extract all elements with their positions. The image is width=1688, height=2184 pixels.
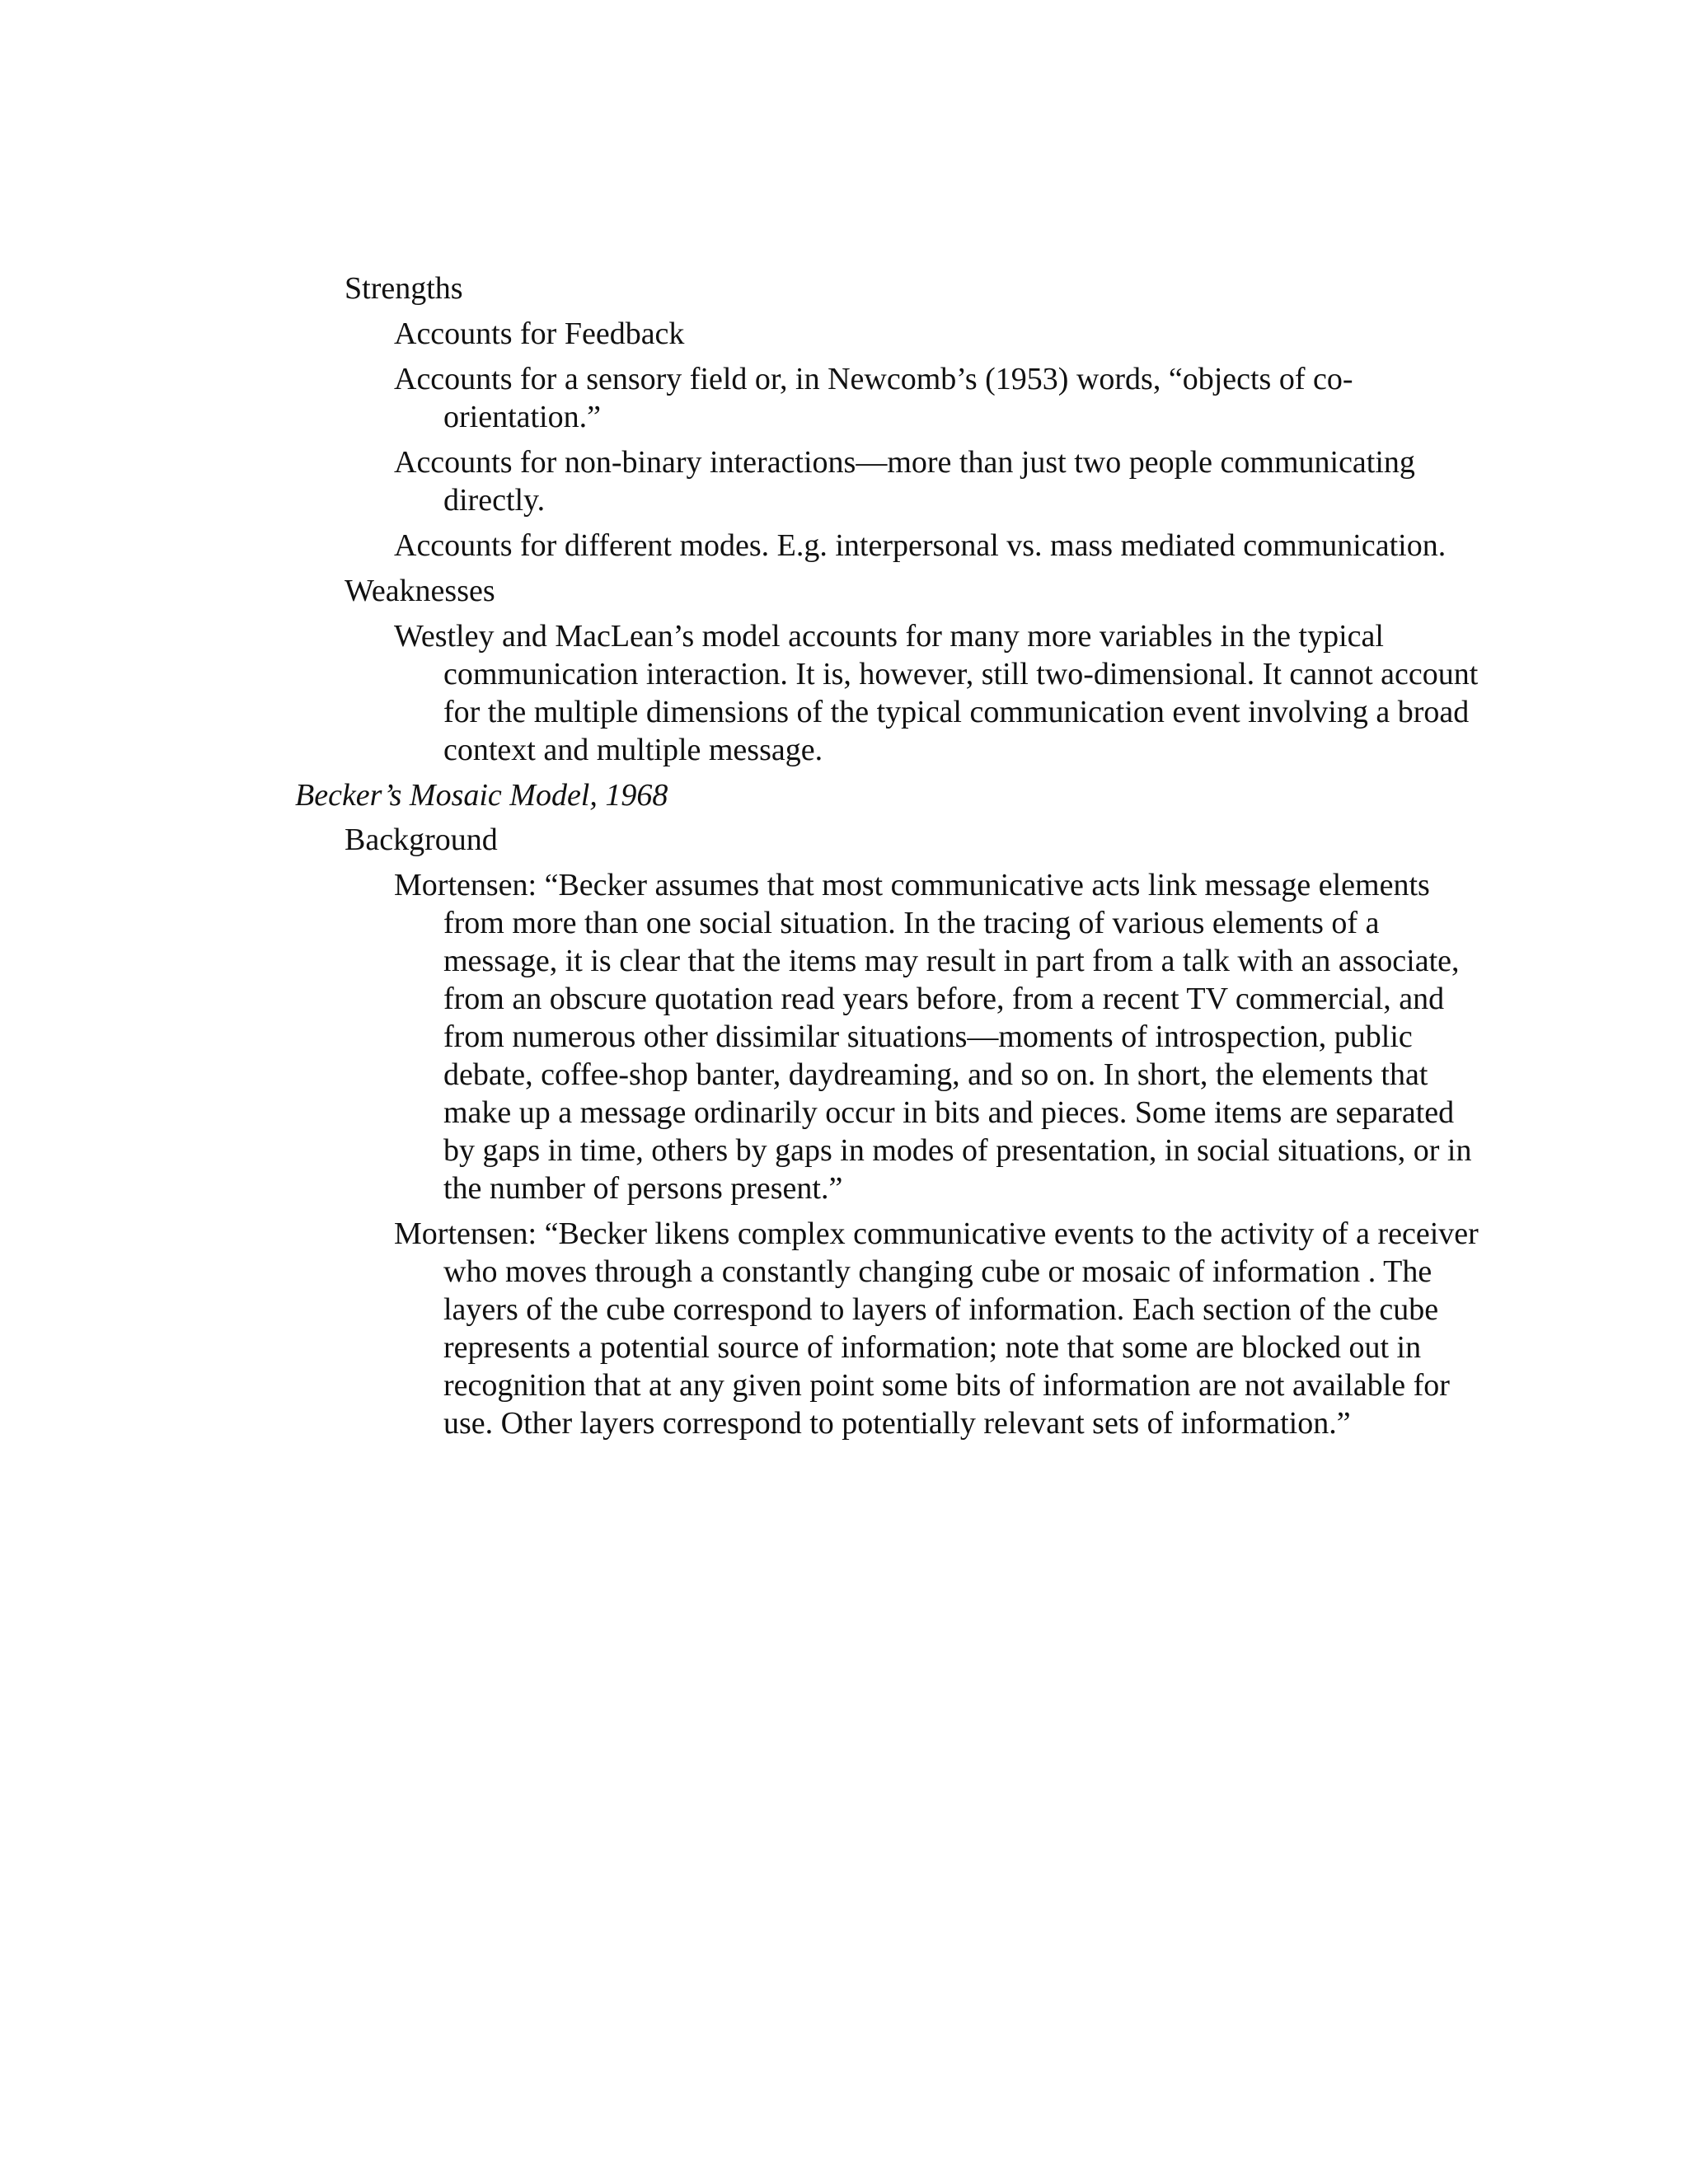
heading-strengths: Strengths <box>345 271 463 306</box>
background-item-mortensen-2: Mortensen: “Becker likens complex communicative events to the activity of a receiver who moves through a constantly changing cube or mosaic of information . The layers of the cube correspond to layers of information. Each section of the cube represents a potential source of information; note that some are blocked out in recognition that at any given point some bits of information are not available for use. Other layers correspond to potentially relevant sets of information.” <box>394 1216 1479 1441</box>
outline <box>295 269 1482 1450</box>
background-item-mortensen-1: Mortensen: “Becker assumes that most communicative acts link message elements from more than one social situation. In the tracing of various elements of a message, it is clear that the items may result in part from a talk with an associate, from an obscure quotation read years before, from a recent TV commercial, and from numerous other dissimilar situations—moments of introspection, public debate, coffee-shop banter, daydreaming, and so on. In short, the elements that make up a message ordinarily occur in bits and pieces. Some items are separated by gaps in time, others by gaps in modes of presentation, in social situations, or in the number of persons present.” <box>394 868 1472 1206</box>
strength-item-modes: Accounts for different modes. E.g. interpersonal vs. mass mediated communication. <box>394 528 1447 563</box>
section-title-becker: Becker’s Mosaic Model, 1968 <box>295 778 668 813</box>
weakness-item-two-dimensional: Westley and MacLean’s model accounts for many more variables in the typical communication interaction. It is, however, still two-dimensional. It cannot account for the multiple dimensions of the typical communication event involving a broad context and multiple message. <box>394 619 1479 767</box>
strength-item-non-binary: Accounts for non-binary interactions—more than just two people communicating directly. <box>394 445 1415 518</box>
strength-item-sensory-field: Accounts for a sensory field or, in Newcomb’s (1953) words, “objects of co-orientation.” <box>394 362 1353 434</box>
strength-item-feedback: Accounts for Feedback <box>394 316 685 351</box>
heading-background: Background <box>345 823 498 857</box>
heading-weaknesses: Weaknesses <box>345 574 495 608</box>
